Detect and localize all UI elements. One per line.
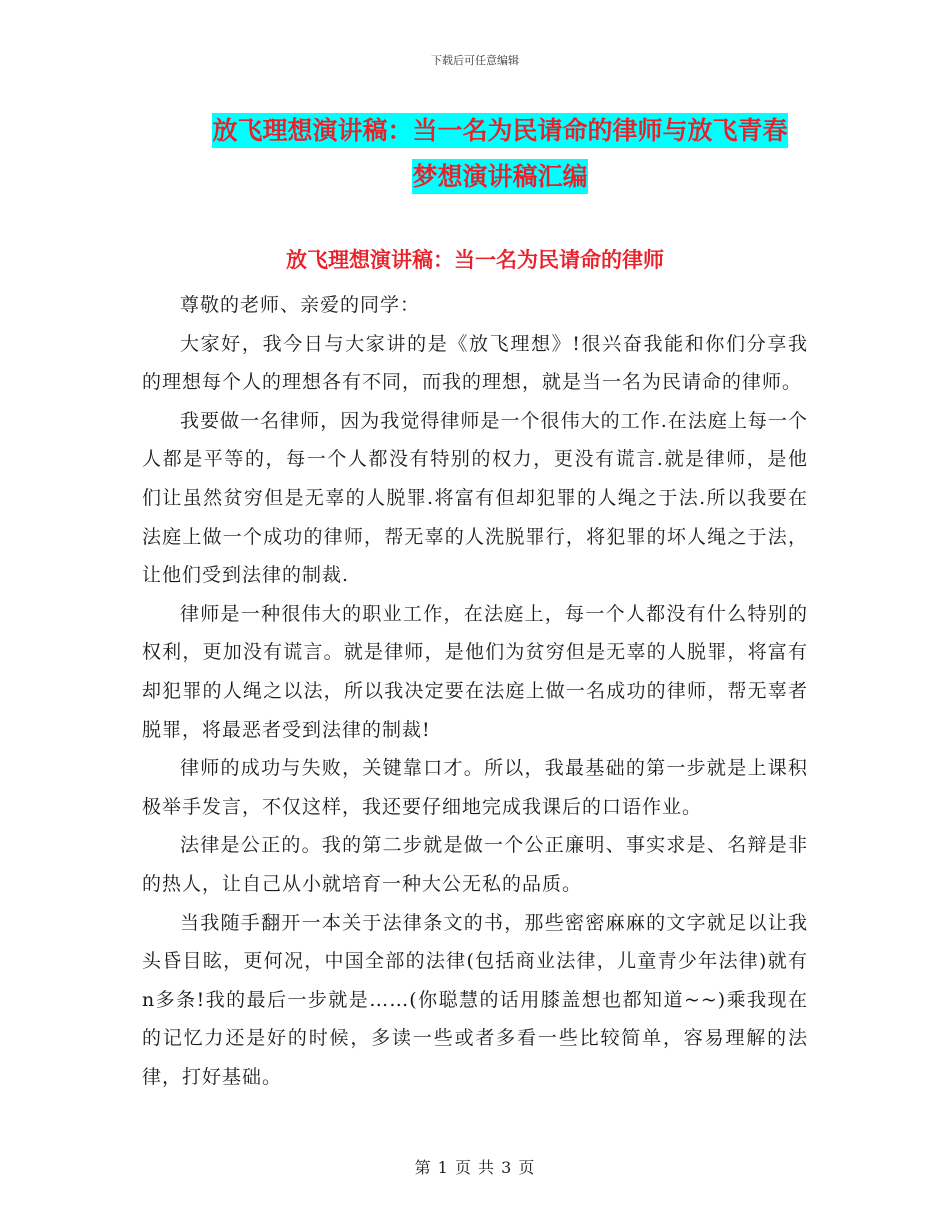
header-note: 下载后可任意编辑 xyxy=(431,54,519,67)
paragraph: 法律是公正的。我的第二步就是做一个公正廉明、事实求是、名辩是非的热人，让自己从小就培育一种大公无私的品质。 xyxy=(142,834,808,895)
paragraph: 律师的成功与失败，关键靠口才。所以，我最基础的第一步就是上课积极举手发言，不仅这样，我还要仔细地完成我课后的口语作业。 xyxy=(142,757,808,818)
section-title: 放飞理想演讲稿：当一名为民请命的律师 xyxy=(286,248,664,272)
paragraph: 我要做一名律师，因为我觉得律师是一个很伟大的工作.在法庭上每一个人都是平等的，每一个人都没有特别的权力，更没有谎言.就是律师，是他们让虽然贫穷但是无辜的人脱罪.将富有但却犯罪的人绳之于法.所以我要在法庭上做一个成功的律师，帮无辜的人洗脱罪行，将犯罪的坏人绳之于法，让他们受到法律的制裁. xyxy=(142,409,808,587)
document-title xyxy=(160,108,840,200)
title-line-2: 梦想演讲稿汇编 xyxy=(412,159,587,194)
speech-body xyxy=(142,286,808,1096)
paragraph-salutation: 尊敬的老师、亲爱的同学： xyxy=(180,294,421,316)
title-line-1: 放飞理想演讲稿：当一名为民请命的律师与放飞青春 xyxy=(212,113,787,148)
page-number: 第 1 页 共 3 页 xyxy=(414,1158,536,1177)
paragraph: 大家好，我今日与大家讲的是《放飞理想》!很兴奋我能和你们分享我的理想每个人的理想各有不同，而我的理想，就是当一名为民请命的律师。 xyxy=(142,332,808,394)
paragraph: 当我随手翻开一本关于法律条文的书，那些密密麻麻的文字就足以让我头昏目眩，更何况，中国全部的法律(包括商业法律，儿童青少年法律)就有n多条!我的最后一步就是……(你聪慧的话用膝盖想也都知道~~)乘我现在的记忆力还是好的时候，多读一些或者多看一些比较简单，容易理解的法律，打好基础。 xyxy=(142,911,808,1088)
paragraph: 律师是一种很伟大的职业工作，在法庭上，每一个人都没有什么特别的权利，更加没有谎言。就是律师，是他们为贫穷但是无辜的人脱罪，将富有却犯罪的人绳之以法，所以我决定要在法庭上做一名成功的律师，帮无辜者脱罪，将最恶者受到法律的制裁! xyxy=(142,602,808,741)
